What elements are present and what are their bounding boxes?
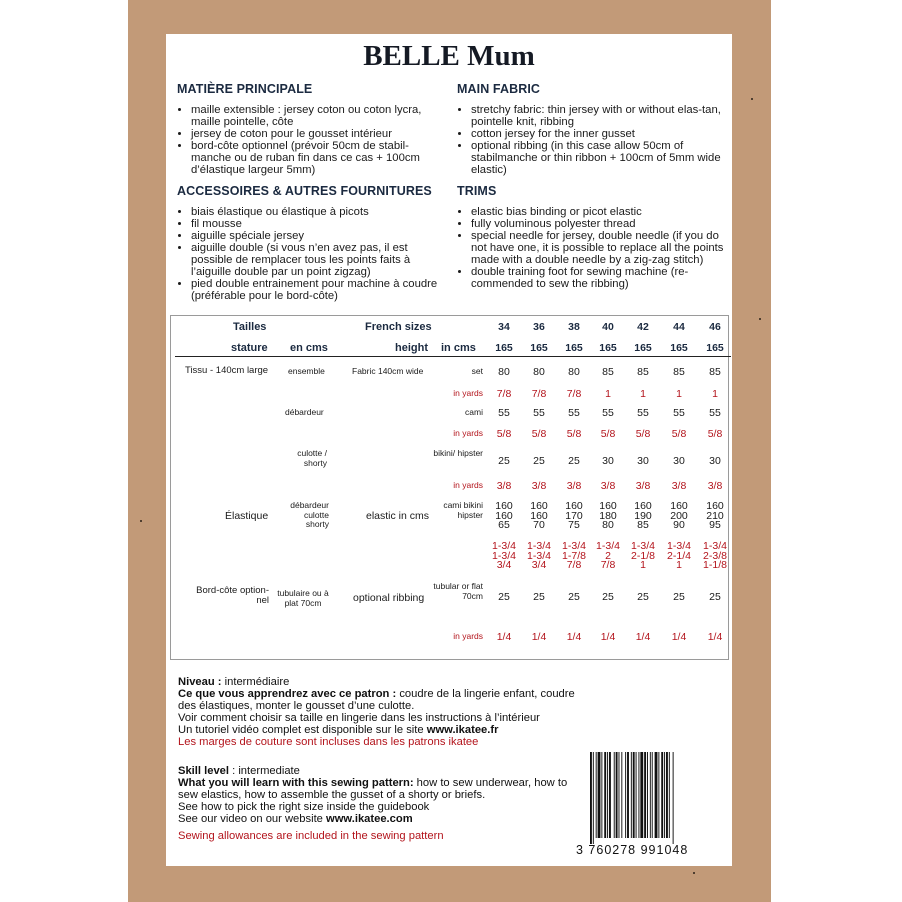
video-line-en	[178, 813, 570, 825]
list-item: • pied double entrainement pour machine à coudre (préférable pour le bord-côte)	[191, 278, 443, 302]
cell-cami-cm: 55	[498, 407, 510, 419]
cell-cami-cm: 55	[533, 407, 545, 419]
height-value: 165	[530, 342, 548, 354]
trims-list-en	[457, 206, 733, 290]
cell-rib-yd: 1/4	[635, 631, 651, 643]
height-value: 165	[634, 342, 652, 354]
seam-allowance-fr: Les marges de couture sont incluses dans les patrons ikatee	[178, 736, 479, 748]
row-label-in-yards: in yards	[453, 480, 483, 490]
speck	[759, 318, 761, 320]
size-header: 40	[602, 321, 614, 333]
level-value-en: : intermediate	[229, 765, 300, 777]
barcode-bar	[673, 752, 674, 844]
cell-elastic-yd: 1-3/4 2-3/8 1-1/8	[703, 540, 727, 572]
barcode-bar	[604, 752, 606, 838]
page-title: BELLE Mum	[363, 40, 535, 72]
barcode-bar	[638, 752, 639, 838]
row-label-tubulaire: tubulaire ou à plat 70cm	[277, 588, 329, 608]
cell-elastic-cm: 160 160 70	[530, 500, 548, 532]
cell-rib-yd: 1/4	[707, 631, 723, 643]
size-header: 38	[568, 321, 580, 333]
cell-bikini-cm: 30	[673, 455, 685, 467]
fabric-heading-fr: MATIÈRE PRINCIPALE	[177, 82, 313, 96]
barcode-bar	[593, 752, 594, 844]
cell-elastic-cm: 160 200 90	[670, 500, 688, 532]
row-label-debardeur: débardeur	[285, 407, 324, 417]
cell-bikini-cm: 25	[533, 455, 545, 467]
fabric-heading-en: MAIN FABRIC	[457, 82, 541, 96]
tutorial-line-fr	[178, 724, 588, 736]
cell-elastic-cm: 160 160 65	[495, 500, 513, 532]
cell-rib-yd: 1/4	[671, 631, 687, 643]
cell-set-yd: 1	[712, 388, 718, 400]
list-item: • optional ribbing (in this case allow 50cm of stabilmanche or thin ribbon + 100cm of 5mm wide elastic)	[471, 140, 733, 176]
cell-set-cm: 85	[602, 366, 614, 378]
cell-elastic-cm: 160 170 75	[565, 500, 583, 532]
row-label-cami: cami	[465, 407, 483, 417]
header-french-sizes: French sizes	[365, 321, 432, 333]
height-value: 165	[706, 342, 724, 354]
cell-set-yd: 1	[640, 388, 646, 400]
barcode-bar	[609, 752, 611, 838]
barcode-bar	[633, 752, 635, 838]
row-label-elastic-in-cms: elastic in cms	[366, 510, 430, 522]
level-label-en: Skill level	[178, 765, 229, 777]
height-value: 165	[599, 342, 617, 354]
learn-line-en	[178, 777, 570, 801]
cell-elastic-yd: 1-3/4 1-7/8 7/8	[562, 540, 586, 572]
cell-elastic-cm: 160 190 85	[634, 500, 652, 532]
cell-cami-yd: 5/8	[671, 428, 687, 440]
speck	[140, 520, 142, 522]
learn-value-en: how to sew underwear, how to sew elastics, how to assemble the gusset of a shorty or briefs.	[178, 777, 568, 801]
website-link-en[interactable]: www.ikatee.com	[326, 813, 413, 825]
barcode-bar	[652, 752, 653, 838]
row-label-tissu: Tissu - 140cm large	[185, 365, 269, 376]
cell-bikini-cm: 30	[637, 455, 649, 467]
cell-set-cm: 85	[637, 366, 649, 378]
cell-cami-cm: 55	[637, 407, 649, 419]
list-item: • jersey de coton pour le gousset intérieur	[191, 128, 443, 140]
size-guide-en: See how to pick the right size inside the guidebook	[178, 801, 430, 813]
learn-label-fr: Ce que vous apprendrez avec ce patron :	[178, 688, 397, 700]
cell-rib-cm: 25	[568, 591, 580, 603]
header-tailles: Tailles	[233, 321, 267, 333]
cell-elastic-yd: 1-3/4 2-1/4 1	[667, 540, 691, 572]
size-header: 44	[673, 321, 685, 333]
cell-bikini-yd: 3/8	[707, 480, 723, 492]
seam-allowance-en: Sewing allowances are included in the sewing pattern	[178, 830, 444, 842]
cell-set-yd: 1	[605, 388, 611, 400]
barcode-bar	[631, 752, 632, 838]
learn-line-fr	[178, 688, 588, 712]
cell-rib-cm: 25	[602, 591, 614, 603]
cell-bikini-cm: 30	[602, 455, 614, 467]
cell-elastic-yd: 1-3/4 1-3/4 3/4	[492, 540, 516, 572]
list-item: • aiguille spéciale jersey	[191, 230, 443, 242]
list-item: • maille extensible : jersey coton ou coton lycra, maille pointelle, côte	[191, 104, 443, 128]
barcode-bar	[655, 752, 658, 838]
learn-label-en: What you will learn with this sewing pattern:	[178, 777, 414, 789]
list-item: • special needle for jersey, double needle (if you do not have one, it is possible to replace all the points made with a double needle by a zig-zag stitch)	[471, 230, 733, 266]
trims-heading-fr: ACCESSOIRES & AUTRES FOURNITURES	[177, 184, 432, 198]
cell-cami-yd: 5/8	[566, 428, 582, 440]
cell-elastic-cm: 160 180 80	[599, 500, 617, 532]
size-guide-fr: Voir comment choisir sa taille en lingerie dans les instructions à l’intérieur	[178, 712, 540, 724]
height-value: 165	[565, 342, 583, 354]
list-item: • biais élastique ou élastique à picots	[191, 206, 443, 218]
cell-set-yd: 7/8	[566, 388, 582, 400]
row-label-elastic-types: cami bikini hipster	[443, 500, 483, 520]
size-table	[170, 315, 729, 660]
barcode-number: 3 760278 991048	[576, 843, 689, 857]
barcode-bar	[621, 752, 622, 838]
fabric-list-fr	[177, 104, 443, 176]
cell-bikini-yd: 3/8	[671, 480, 687, 492]
barcode-bar	[627, 752, 629, 838]
cell-bikini-cm: 30	[709, 455, 721, 467]
list-item: • elastic bias binding or picot elastic	[471, 206, 733, 218]
barcode-bar	[607, 752, 608, 838]
barcode-bar	[664, 752, 665, 838]
cell-cami-cm: 55	[709, 407, 721, 419]
cell-rib-yd: 1/4	[496, 631, 512, 643]
barcode-bar	[616, 752, 618, 838]
barcode-bar	[598, 752, 601, 838]
barcode-bar	[658, 752, 659, 838]
row-label-culotte-shorty: culotte / shorty	[297, 448, 327, 468]
cell-set-cm: 80	[498, 366, 510, 378]
row-label-in-yards: in yards	[453, 388, 483, 398]
cell-cami-cm: 55	[602, 407, 614, 419]
header-divider	[175, 356, 731, 357]
barcode-bar	[590, 752, 592, 844]
trims-list-fr	[177, 206, 443, 302]
speck	[751, 98, 753, 100]
height-value: 165	[495, 342, 513, 354]
tutorial-text-fr: Un tutoriel vidéo complet est disponible sur le site	[178, 724, 427, 736]
row-label-in-yards: in yards	[453, 631, 483, 641]
cell-elastic-yd: 1-3/4 2 7/8	[596, 540, 620, 572]
cell-set-cm: 80	[533, 366, 545, 378]
cell-elastic-yd: 1-3/4 2-1/8 1	[631, 540, 655, 572]
row-label-tubular-flat: tubular or flat 70cm	[433, 581, 483, 601]
cell-cami-yd: 5/8	[531, 428, 547, 440]
header-en-cms: en cms	[290, 342, 328, 354]
size-header: 36	[533, 321, 545, 333]
cell-elastic-yd: 1-3/4 1-3/4 3/4	[527, 540, 551, 572]
row-label-elastic-group: débardeur culotte shorty	[290, 500, 329, 529]
row-label-ensemble: ensemble	[288, 366, 325, 376]
height-value: 165	[670, 342, 688, 354]
size-header: 34	[498, 321, 510, 333]
cell-set-cm: 85	[709, 366, 721, 378]
cell-elastic-cm: 160 210 95	[706, 500, 724, 532]
level-value-fr: intermédiaire	[221, 676, 290, 688]
video-text-en: See our video on our website	[178, 813, 327, 825]
barcode-bar	[619, 752, 620, 838]
footer-en	[178, 765, 570, 842]
barcode-bar	[614, 752, 615, 838]
cell-rib-cm: 25	[709, 591, 721, 603]
barcode-bar	[601, 752, 602, 838]
list-item: • bord-côte optionnel (prévoir 50cm de stabil-manche ou de ruban fin dans ce cas + 100cm d’élastique largeur 5mm)	[191, 140, 443, 176]
barcode-bar	[650, 752, 651, 838]
size-header: 46	[709, 321, 721, 333]
cell-rib-cm: 25	[533, 591, 545, 603]
cell-rib-yd: 1/4	[566, 631, 582, 643]
barcode	[588, 752, 711, 844]
barcode-bar	[647, 752, 648, 838]
footer-fr	[178, 676, 588, 748]
barcode-bar	[661, 752, 663, 838]
row-label-elastique: Élastique	[225, 510, 269, 522]
row-label-set: set	[471, 366, 483, 376]
cell-rib-yd: 1/4	[600, 631, 616, 643]
cell-bikini-yd: 3/8	[566, 480, 582, 492]
cell-bikini-yd: 3/8	[531, 480, 547, 492]
row-label-optional-ribbing: optional ribbing	[353, 592, 425, 604]
list-item: • fil mousse	[191, 218, 443, 230]
row-label-bikini-hipster: bikini/ hipster	[433, 448, 483, 458]
cell-rib-cm: 25	[637, 591, 649, 603]
header-in-cms: in cms	[441, 342, 476, 354]
cell-cami-yd: 5/8	[496, 428, 512, 440]
cell-cami-yd: 5/8	[600, 428, 616, 440]
level-line-en	[178, 765, 570, 777]
cell-bikini-yd: 3/8	[635, 480, 651, 492]
row-label-in-yards: in yards	[453, 428, 483, 438]
barcode-bar	[640, 752, 643, 838]
barcode-bar	[669, 752, 670, 838]
cell-set-cm: 85	[673, 366, 685, 378]
cell-set-yd: 1	[676, 388, 682, 400]
list-item: • fully voluminous polyester thread	[471, 218, 733, 230]
cell-rib-yd: 1/4	[531, 631, 547, 643]
cell-bikini-cm: 25	[498, 455, 510, 467]
cell-bikini-cm: 25	[568, 455, 580, 467]
barcode-bar	[636, 752, 637, 838]
cell-set-yd: 7/8	[496, 388, 512, 400]
list-item: • aiguille double (si vous n’en avez pas, il est possible de remplacer tous les points faits à l’aiguille double par un point zigzag)	[191, 242, 443, 278]
header-height: height	[395, 342, 428, 354]
level-line-fr	[178, 676, 588, 688]
cell-cami-yd: 5/8	[635, 428, 651, 440]
speck	[693, 872, 695, 874]
cell-set-yd: 7/8	[531, 388, 547, 400]
cell-cami-yd: 5/8	[707, 428, 723, 440]
list-item: • double training foot for sewing machine (re-commended to sew the ribbing)	[471, 266, 733, 290]
barcode-bar	[625, 752, 626, 838]
level-label-fr: Niveau :	[178, 676, 222, 688]
barcode-bar	[596, 752, 597, 838]
cell-rib-cm: 25	[498, 591, 510, 603]
row-label-fabric-wide: Fabric 140cm wide	[352, 366, 424, 376]
website-link-fr[interactable]: www.ikatee.fr	[426, 724, 499, 736]
barcode-bar	[644, 752, 646, 838]
cell-rib-cm: 25	[673, 591, 685, 603]
pattern-label-card	[166, 34, 732, 866]
cell-cami-cm: 55	[673, 407, 685, 419]
barcode-bar	[666, 752, 668, 838]
list-item: • stretchy fabric: thin jersey with or without elas-tan, pointelle knit, ribbing	[471, 104, 733, 128]
learn-value-fr: coudre de la lingerie enfant, coudre des élastiques, monter le gousset d’une culotte.	[178, 688, 575, 712]
cell-bikini-yd: 3/8	[600, 480, 616, 492]
header-stature: stature	[231, 342, 268, 354]
row-label-bord-cote: Bord-côte option-nel	[196, 585, 269, 606]
fabric-list-en	[457, 104, 733, 176]
cell-bikini-yd: 3/8	[496, 480, 512, 492]
trims-heading-en: TRIMS	[457, 184, 497, 198]
list-item: • cotton jersey for the inner gusset	[471, 128, 733, 140]
cell-set-cm: 80	[568, 366, 580, 378]
cell-cami-cm: 55	[568, 407, 580, 419]
size-header: 42	[637, 321, 649, 333]
